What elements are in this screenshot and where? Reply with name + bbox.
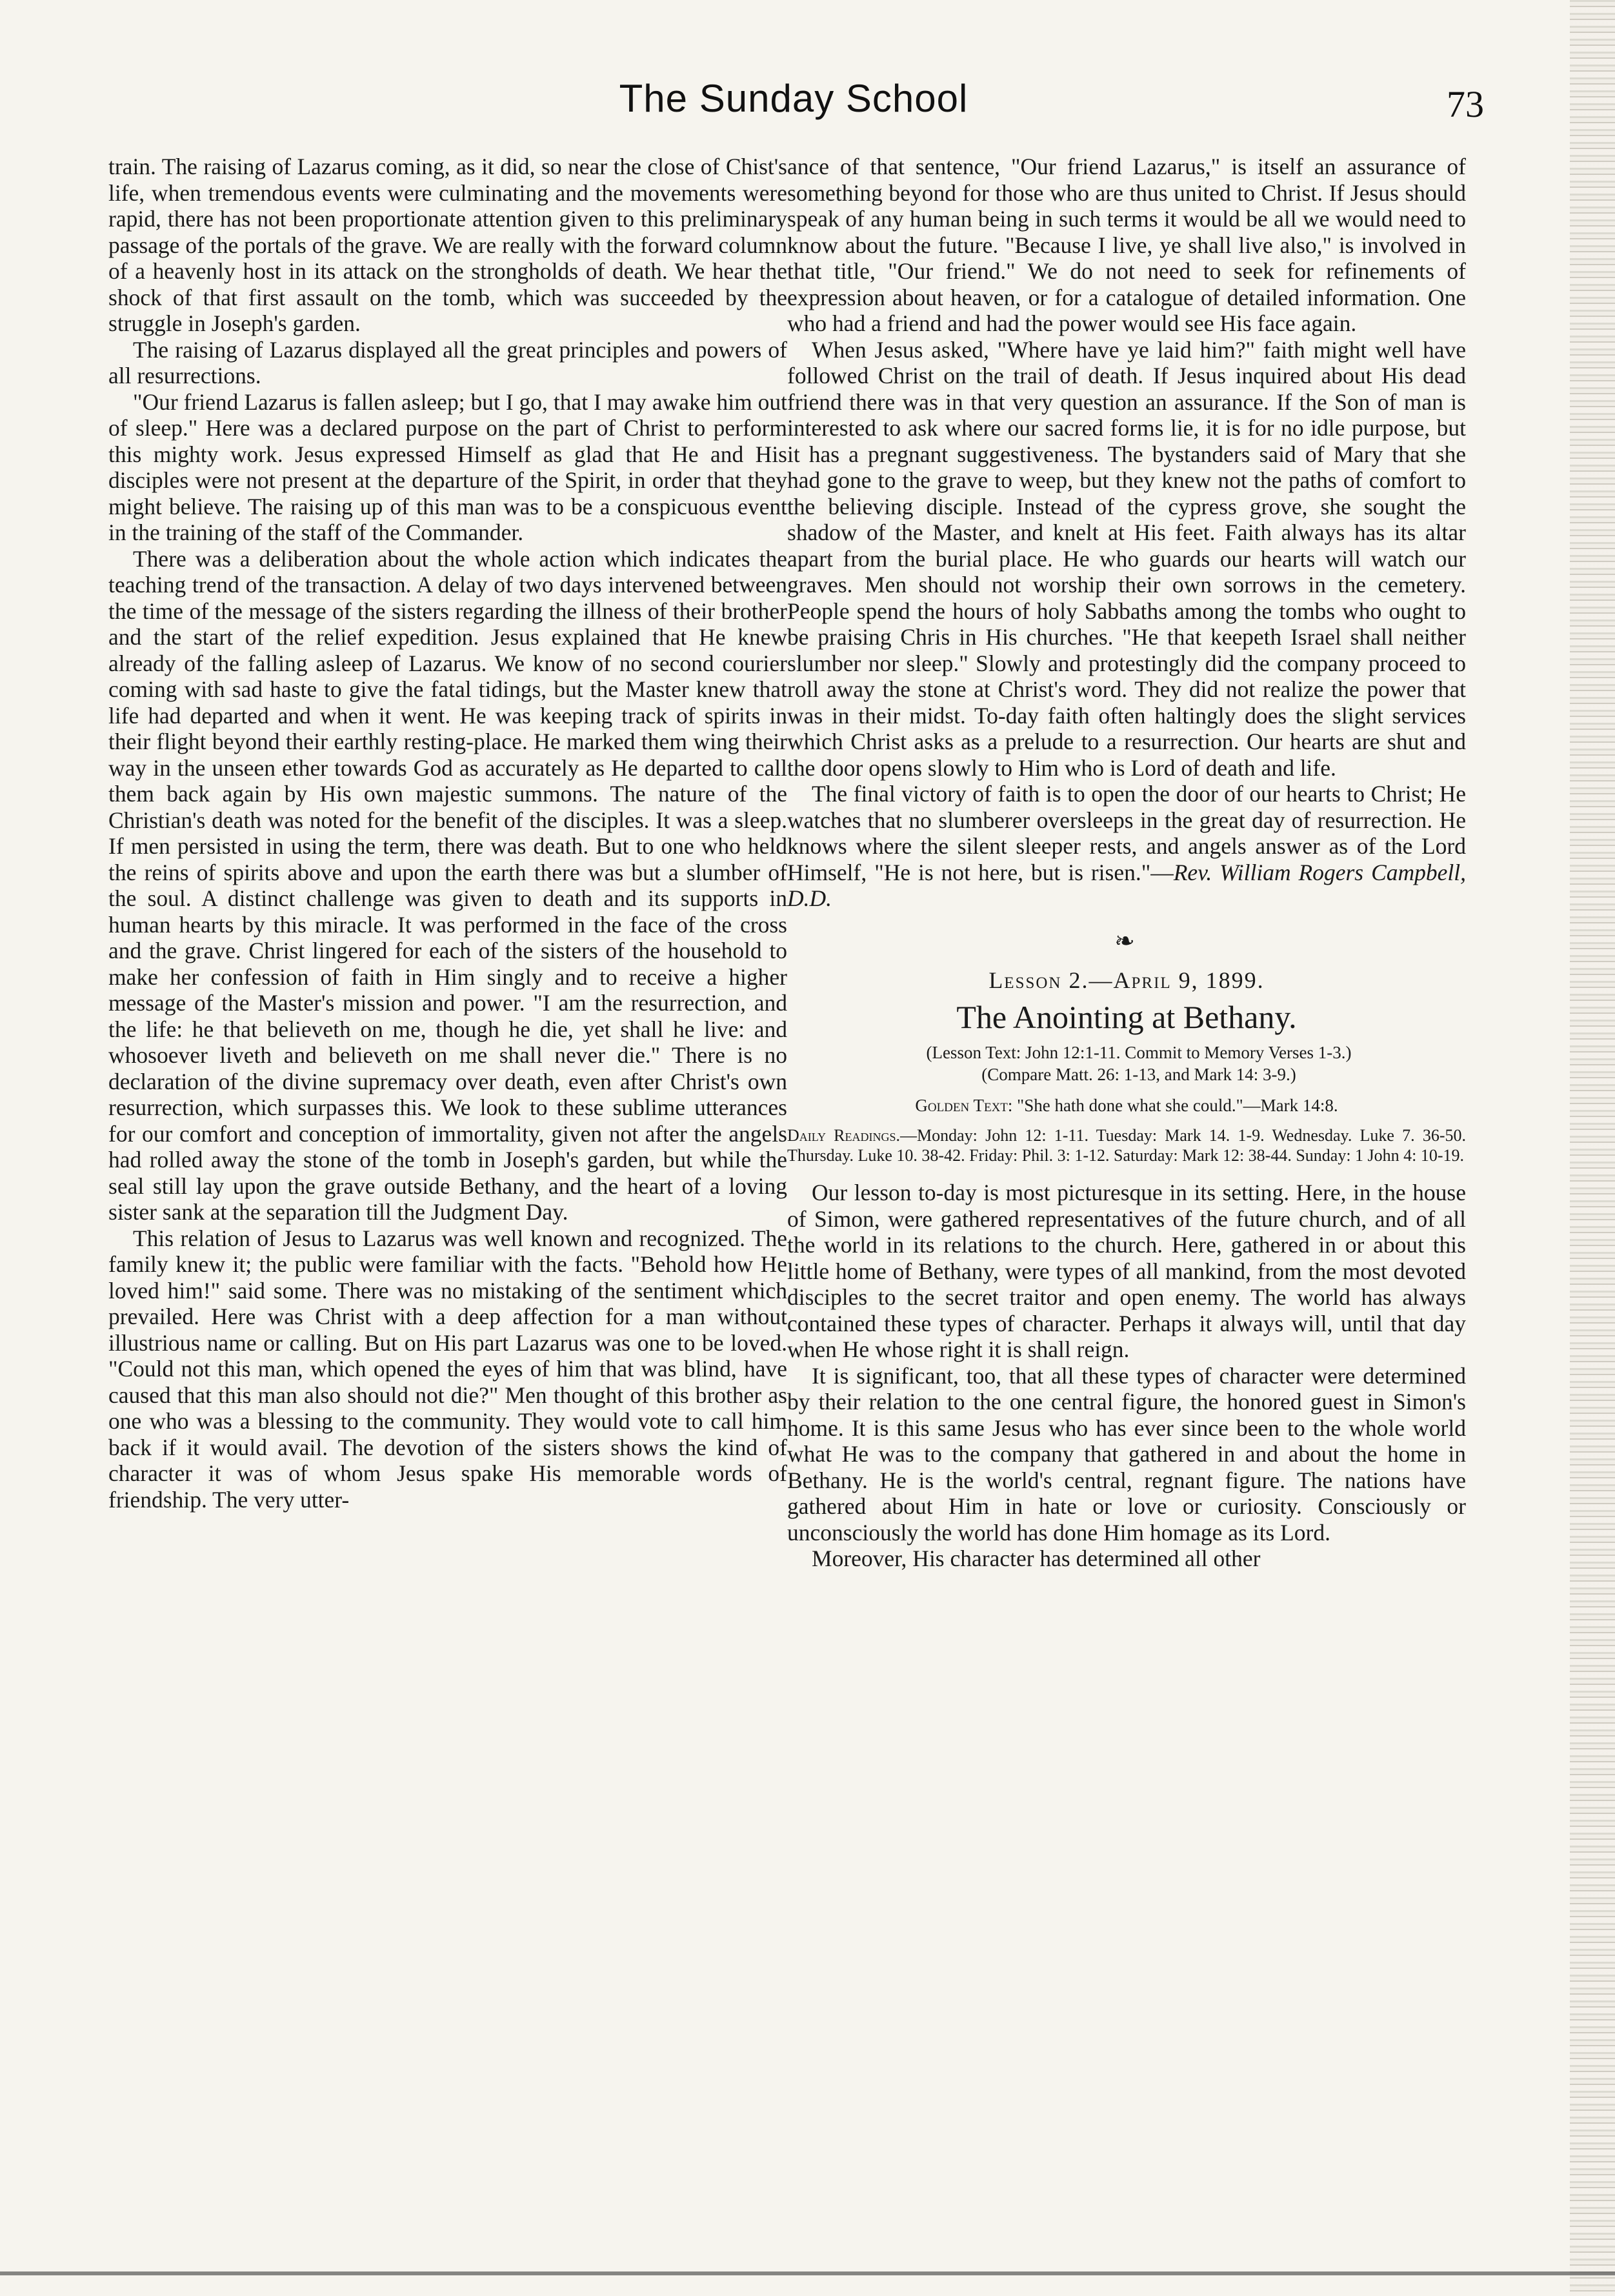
lesson-text-ref: (Lesson Text: John 12:1-11. Commit to Memory Verses 1-3.) [926,1043,1352,1062]
ornament-divider: ❧ [1114,927,1139,955]
daily-readings [787,1125,1466,1165]
paragraph [787,781,1466,912]
paragraph: ance of that sentence, "Our friend Lazarus," is itself an assurance of something beyond for those who are thus united to Christ. If Jesus should speak of any human being in such terms it would be all we would need to know about the future. "Because I live, ye shall live also," is involved in that title, "Our friend." We do not need to seek for refinements of expression about heaven, or for a catalogue of detailed information. One who had a friend and had the power would see His face again. [787,154,1466,336]
lesson-heading: Lesson 2.—April 9, 1899. [988,967,1265,993]
daily-readings-body: —Monday: John 12: 1-11. Tuesday: Mark 14. 1-9. Wednesday. Luke 7. 36-50. Thursday. Luke 10. 38-42. Friday: Phil. 3: 1-12. Saturday: Mark 12: 38-44. Sunday: 1 John 4: 10-19. [787,1126,1466,1165]
paragraph: It is significant, too, that all these types of character were determined by their relation to the one central figure, the honored guest in Simon's home. It is this same Jesus who has ever since been to the whole world what He was to the company that gathered in and about the home in Bethany. He is the world's central, regnant figure. The nations have gathered about Him in hate or love or curiosity. Consciously or unconsciously the world has done Him homage as its Lord. [787,1362,1466,1546]
paragraph: Our lesson to-day is most picturesque in its setting. Here, in the house of Simon, were gathered representatives of the future church, and of all the world in its relations to the church. Here, gathered in or about this little home of Bethany, were types of all mankind, from the most devoted disciples to the secret traitor and open enemy. The world has always contained these types of character. Perhaps it always will, until that day when He whose right it is shall reign. [787,1180,1466,1362]
paragraph: train. The raising of Lazarus coming, as it did, so near the close of Chist's life, when tremendous events were culminating and the movements were rapid, there has not been proportionate attention given to this preliminary passage of the portals of the grave. We are really with the forward column of a heavenly host in its attack on the strongholds of death. We hear the shock of that first assault on the tomb, which was succeeded by the struggle in Joseph's garden. [108,154,787,336]
paragraph: The raising of Lazarus displayed all the great principles and powers of all resurrections. [108,336,787,388]
paragraph: This relation of Jesus to Lazarus was well known and recognized. The family knew it; the public were familiar with the facts. "Behold how He loved him!" said some. There was no mistaking of the sentiment which prevailed. Here was Christ with a deep affection for a man without illustrious name or calling. But on His part Lazarus was one to be loved. "Could not this man, which opened the eyes of him that was blind, have caused that this man also should not die?" Men thought of this brother as one who was a blessing to the community. They would vote to call him back if it would avail. The devotion of the sisters shows the kind of character it was of whom Jesus spake His memorable words of friendship. The very utter- [108,1225,787,1513]
page-title: The Sunday School [619,77,968,120]
left-column [108,154,787,1513]
golden-text-body: "She hath done what she could."—Mark 14:8. [1017,1096,1338,1115]
daily-readings-label: Daily Readings. [787,1126,900,1145]
bottom-edge [0,2271,1615,2275]
author-signature: Rev. William Rogers Campbell, D.D. [787,859,1467,911]
page-edge [1570,0,1615,2296]
golden-text-label: Golden Text: [915,1096,1013,1115]
paragraph: Moreover, His character has determined all other [812,1546,1261,1571]
paragraph: There was a deliberation about the whole action which indicates the teaching trend of the transaction. A delay of two days intervened between the time of the message of the sisters regarding the illness of their brother and the start of the relief expedition. Jesus explained that He knew already of the falling asleep of Lazarus. We know of no second courier coming with sad haste to give the fatal tidings, but the Master knew that life had departed and when it went. He was keeping track of spirits in their flight beyond their earthly resting-place. He marked them wing their way in the unseen ether towards God as accurately as He departed to call them back again by His own majestic summons. The nature of the Christian's death was noted for the benefit of the disciples. It was a sleep. If men persisted in using the term, there was death. But to one who held the reins of spirits above and upon the earth there was but a slumber of the soul. A distinct challenge was given to death and its supports in human hearts by this miracle. It was performed in the face of the cross and the grave. Christ lingered for each of the sisters of the household to make her confession of faith in Him singly and to receive a higher message of the Master's mission and power. "I am the resurrection, and the life: he that believeth on me, though he die, yet shall he live: and whosoever liveth and believeth on me shall never die." There is no declaration of the divine supremacy over death, even after Christ's own resurrection, which surpasses this. We look to these sublime utterances for our comfort and conception of immortality, given not after the angels had rolled away the stone of the tomb in Joseph's garden, but while the seal still lay upon the grave outside Bethany, and the heart of a loving sister sank at the separation till the Judgment Day. [108,545,787,1225]
lesson-title: The Anointing at Bethany. [956,998,1297,1035]
paragraph: "Our friend Lazarus is fallen asleep; but I go, that I may awake him out of sleep." Here was a declared purpose on the part of Christ to perform this mighty work. Jesus expressed Himself as glad that He and His disciples were not present at the departure of the Spirit, in order that they might believe. The raising up of this man was to be a conspicuous event in the training of the staff of the Commander. [108,388,787,545]
right-column [787,154,1466,1572]
golden-text [787,1094,1466,1116]
lesson-compare-ref: (Compare Matt. 26: 1-13, and Mark 14: 3-9.) [981,1065,1296,1084]
paragraph-text: The final victory of faith is to open the door of our hearts to Christ; He watches that no slumberer oversleeps in the great day of resurrection. He knows where the silent sleeper rests, and angels answer as of the Lord Himself, "He is not here, but is risen."— [787,781,1466,885]
paragraph: When Jesus asked, "Where have ye laid him?" faith might well have followed Christ on the trail of death. If Jesus inquired about His dead friend there was in that very question an assurance. If the Son of man is interested to ask where our sacred forms lie, it is for no idle purpose, but it has a pregnant suggestiveness. The bystanders said of Mary that she had gone to the grave to weep, but they knew not the paths of comfort to the believing disciple. Instead of the cypress grove, she sought the shadow of the Master, and knelt at His feet. Faith always has its altar apart from the burial place. He who guards our hearts will watch our graves. Men should not worship their own sorrows in the cemetery. People spend the hours of holy Sabbaths among the tombs who ought to be praising Chris in His churches. "He that keepeth Israel shall neither slumber nor sleep." Slowly and protestingly did the company proceed to roll away the stone at Christ's word. They did not realize the power that was in their midst. To-day faith often haltingly does the slight services which Christ asks as a prelude to a resurrection. Our hearts are shut and the door opens slowly to Him who is Lord of death and life. [787,336,1466,781]
page-number: 73 [1447,83,1484,125]
